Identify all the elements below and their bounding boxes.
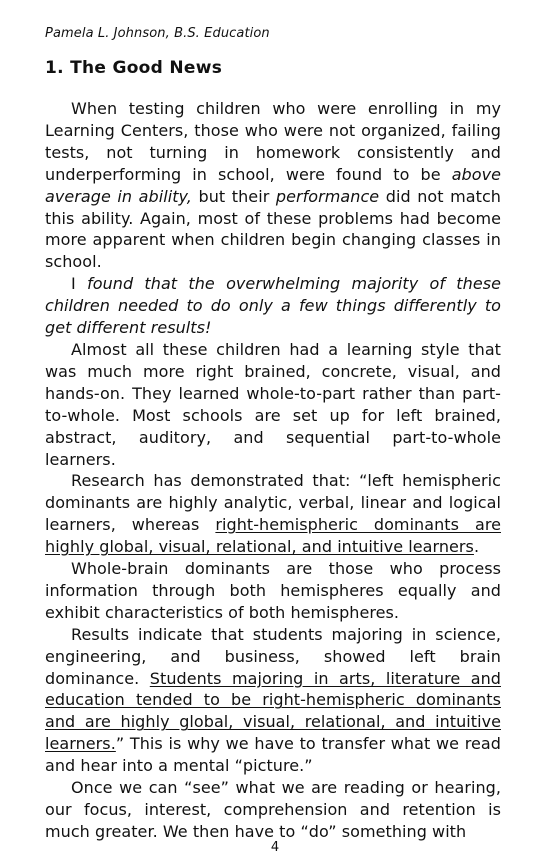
paragraph-4 [45, 470, 501, 558]
paragraph-7: Once we can “see” what we are reading or hearing, our focus, interest, comprehension and retention is much greater. We then have to “do” something with [45, 778, 501, 841]
paragraph-2-part-a: I [71, 274, 88, 294]
paragraph-4-part-a: Research has demonstrated that: “left hemispheric dominants are highly analytic, verbal, linear and logical learners, whereas [45, 471, 501, 535]
paragraph-4-underlined-quote: right-hemispheric dominants are highly global, visual, relational, and intuitive learners [45, 515, 501, 557]
paragraph-1 [45, 98, 501, 273]
paragraph-1-italic-performance: performance [275, 186, 380, 206]
body-text [45, 98, 501, 843]
paragraph-6 [45, 624, 501, 777]
paragraph-2 [45, 273, 501, 339]
paragraph-6-part-c: ” This is why we have to transfer what we read and hear into a mental “picture.” [45, 734, 501, 776]
paragraph-6-part-a: Results indicate that students majoring in science, engineering, and business, showed left brain dominance. [45, 624, 501, 688]
chapter-title: 1. The Good News [45, 58, 223, 78]
paragraph-1-italic-above-average: above average in ability, [45, 164, 501, 206]
paragraph-1-part-e: did not match this ability. Again, most of these problems had become more apparent when children begin changing classes in school. [45, 186, 501, 272]
running-head: Pamela L. Johnson, B.S. Education [45, 26, 270, 41]
paragraph-3: Almost all these children had a learning style that was much more right brained, concrete, visual, and hands-on. They learned whole-to-part rather than part-to-whole. Most schools are set up for left brained, abstract, auditory, and sequential part-to-whole learners. [45, 339, 501, 469]
paragraph-6-underlined-quote: Students majoring in arts, literature and education tended to be right-hemispheric dominants and are highly global, visual, relational, and intuitive learners. [45, 668, 501, 754]
page-number: 4 [270, 840, 280, 855]
paragraph-1-part-a: When testing children who were enrolling in my Learning Centers, those who were not organized, failing tests, not turning in homework consistently and underperforming in school, were found to be [45, 99, 501, 184]
paragraph-4-part-c: . [473, 537, 480, 557]
paragraph-1-part-c: but their [191, 186, 276, 206]
paragraph-5: Whole-brain dominants are those who process information through both hemispheres equally and exhibit characteristics of both hemispheres. [45, 559, 501, 622]
paragraph-2-italic-finding: found that the overwhelming majority of these children needed to do only a few things differently to get different results! [45, 274, 501, 338]
